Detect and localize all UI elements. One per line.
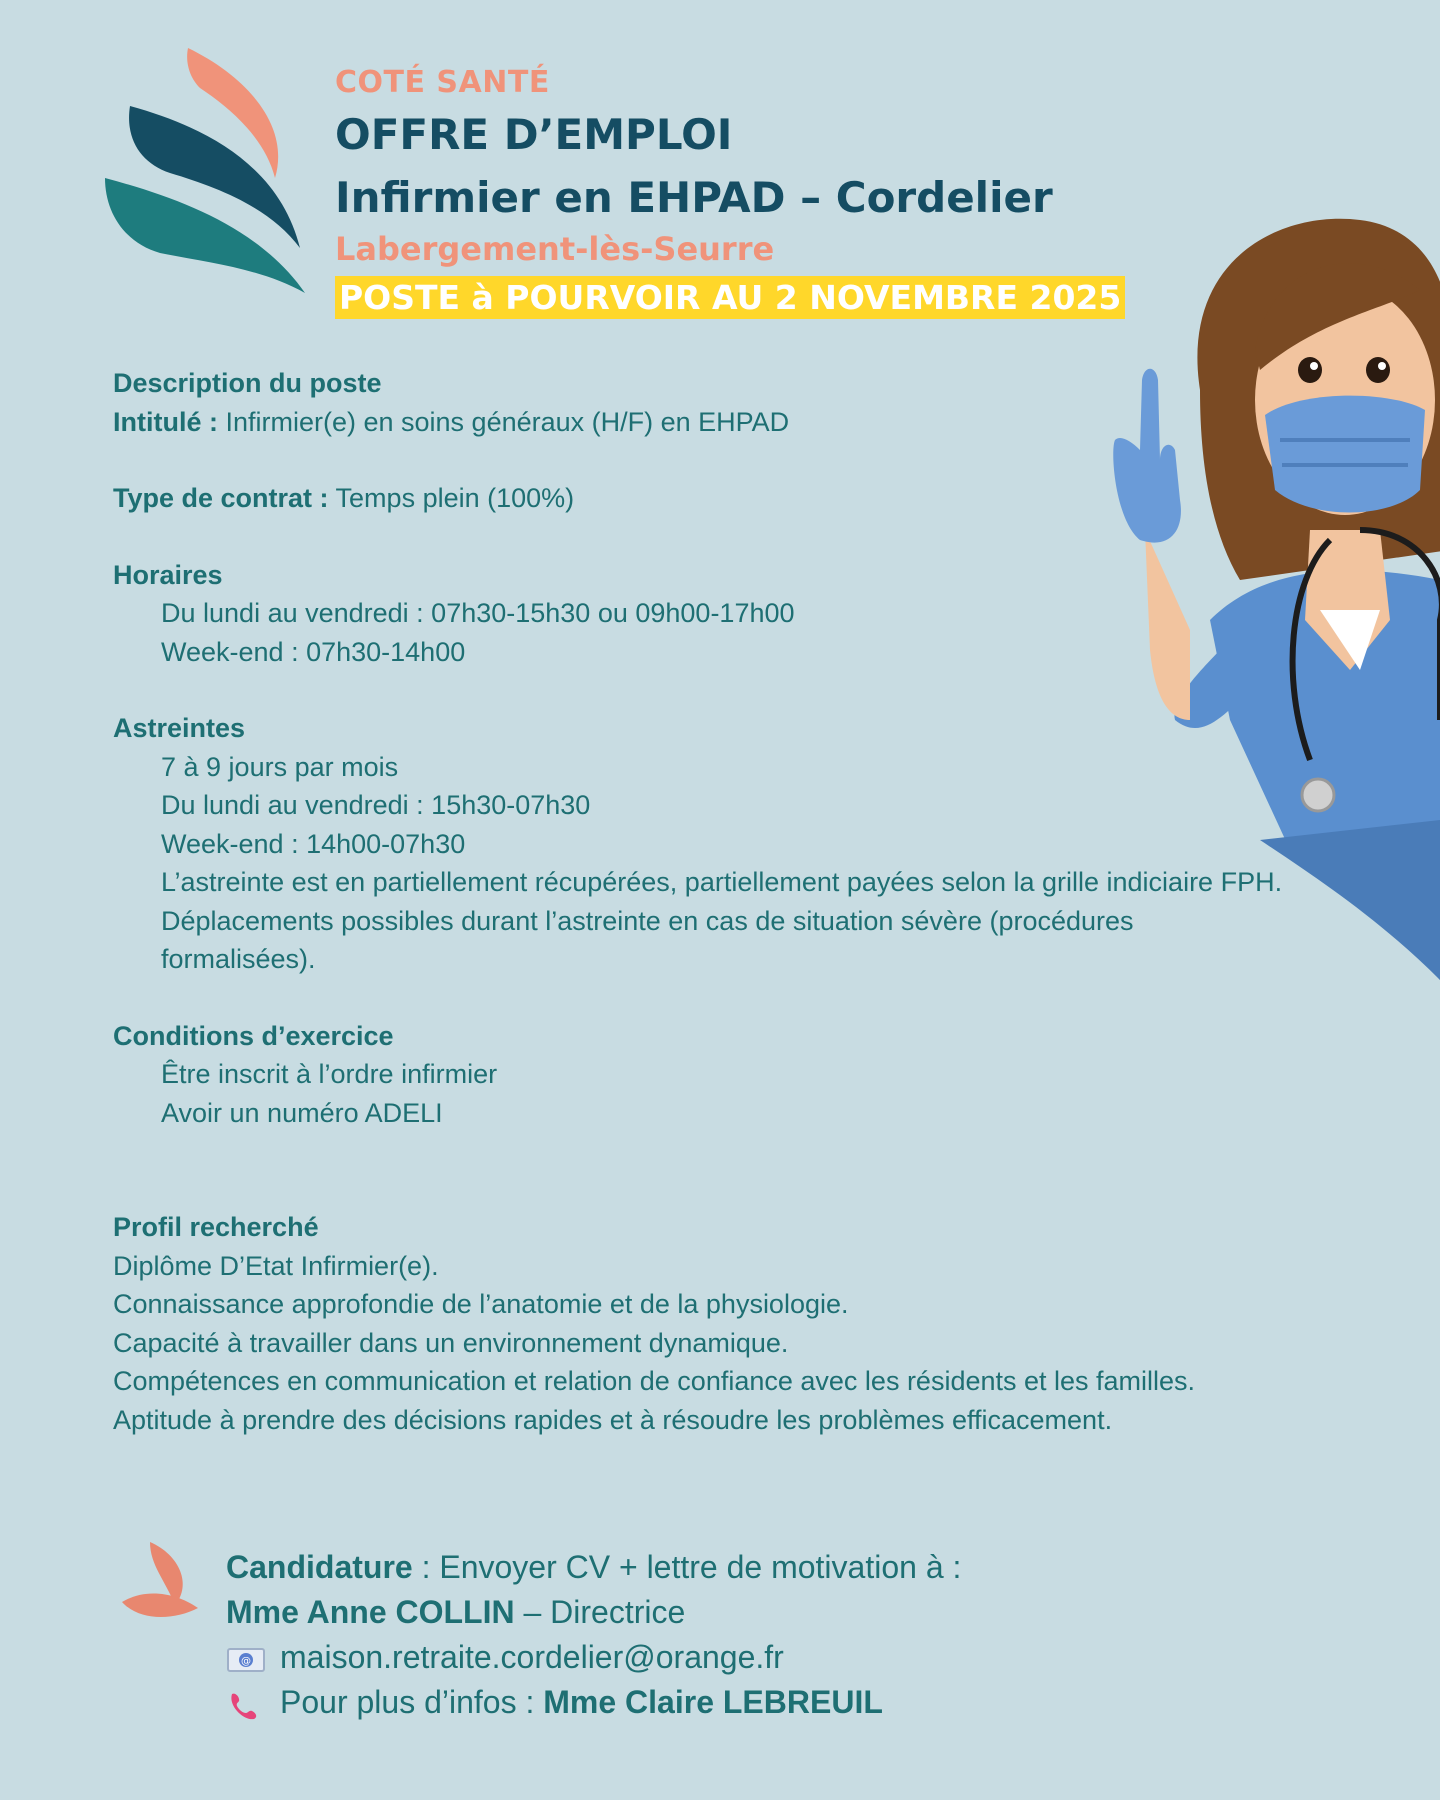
svg-text:@: @ bbox=[241, 1655, 251, 1667]
section-heading-description: Description du poste bbox=[113, 368, 382, 398]
astreintes-line: L’astreinte est en partiellement récupérées, partiellement payées selon la grille indiciaire FPH. bbox=[161, 867, 1283, 897]
section-heading-conditions: Conditions d’exercice bbox=[113, 1020, 394, 1051]
candidature-label: Candidature bbox=[226, 1549, 413, 1585]
info-line bbox=[226, 1680, 961, 1725]
conditions-line: Avoir un numéro ADELI bbox=[161, 1097, 443, 1128]
email-icon bbox=[226, 1645, 266, 1675]
intitule-line bbox=[113, 403, 1293, 442]
astreintes-line: 7 à 9 jours par mois bbox=[161, 751, 399, 782]
petal-icon bbox=[120, 1540, 200, 1620]
phone-icon bbox=[226, 1690, 266, 1720]
profil-line: Capacité à travailler dans un environnement dynamique. bbox=[113, 1327, 789, 1358]
job-title: Infirmier en EHPAD – Cordelier bbox=[335, 173, 1053, 222]
start-date-banner: POSTE à POURVOIR AU 2 NOVEMBRE 2025 bbox=[335, 276, 1125, 319]
profil-line: Compétences en communication et relation de confiance avec les résidents et les familles. bbox=[113, 1366, 1196, 1396]
job-location: Labergement-lès-Seurre bbox=[335, 230, 775, 268]
astreintes-line: Du lundi au vendredi : 15h30-07h30 bbox=[161, 790, 591, 820]
email-line bbox=[226, 1635, 961, 1680]
contact-section bbox=[226, 1545, 961, 1725]
contrat-label: Type de contrat : bbox=[113, 483, 329, 513]
conditions-line: Être inscrit à l’ordre infirmier bbox=[161, 1059, 498, 1089]
email-address[interactable]: maison.retraite.cordelier@orange.fr bbox=[280, 1639, 784, 1675]
director-line bbox=[226, 1590, 961, 1635]
horaires-line: Du lundi au vendredi : 07h30-15h30 ou 09h00-17h00 bbox=[161, 598, 795, 628]
info-contact-name: Mme Claire LEBREUIL bbox=[543, 1684, 883, 1720]
astreintes-line: Week-end : 14h00-07h30 bbox=[161, 828, 466, 859]
profil-line: Connaissance approfondie de l’anatomie et de la physiologie. bbox=[113, 1289, 849, 1319]
profil-line: Diplôme D’Etat Infirmier(e). bbox=[113, 1250, 439, 1281]
header bbox=[335, 65, 1125, 319]
director-name: Mme Anne COLLIN bbox=[226, 1594, 515, 1630]
profil-line: Aptitude à prendre des décisions rapides et à résoudre les problèmes efficacement. bbox=[113, 1404, 1113, 1435]
intitule-value: Infirmier(e) en soins généraux (H/F) en EHPAD bbox=[217, 406, 790, 437]
horaires-line: Week-end : 07h30-14h00 bbox=[161, 636, 466, 667]
section-heading-profil: Profil recherché bbox=[113, 1212, 319, 1242]
candidature-text: : Envoyer CV + lettre de motivation à : bbox=[412, 1549, 962, 1585]
job-description bbox=[113, 364, 1293, 1439]
intitule-label: Intitulé : bbox=[113, 406, 218, 437]
brand-name: COTÉ SANTÉ bbox=[335, 65, 550, 100]
candidature-line bbox=[226, 1545, 961, 1590]
director-role: – Directrice bbox=[514, 1594, 686, 1630]
cote-sante-logo bbox=[100, 48, 315, 308]
section-heading-horaires: Horaires bbox=[113, 559, 223, 590]
section-heading-astreintes: Astreintes bbox=[113, 713, 246, 743]
page-title: OFFRE D’EMPLOI bbox=[335, 110, 733, 159]
contrat-value: Temps plein (100%) bbox=[328, 483, 575, 513]
info-label: Pour plus d’infos : bbox=[280, 1684, 544, 1720]
astreintes-line: Déplacements possibles durant l’astreinte en cas de situation sévère (procédures formalisées). bbox=[161, 905, 1134, 974]
contrat-line bbox=[113, 479, 1293, 518]
